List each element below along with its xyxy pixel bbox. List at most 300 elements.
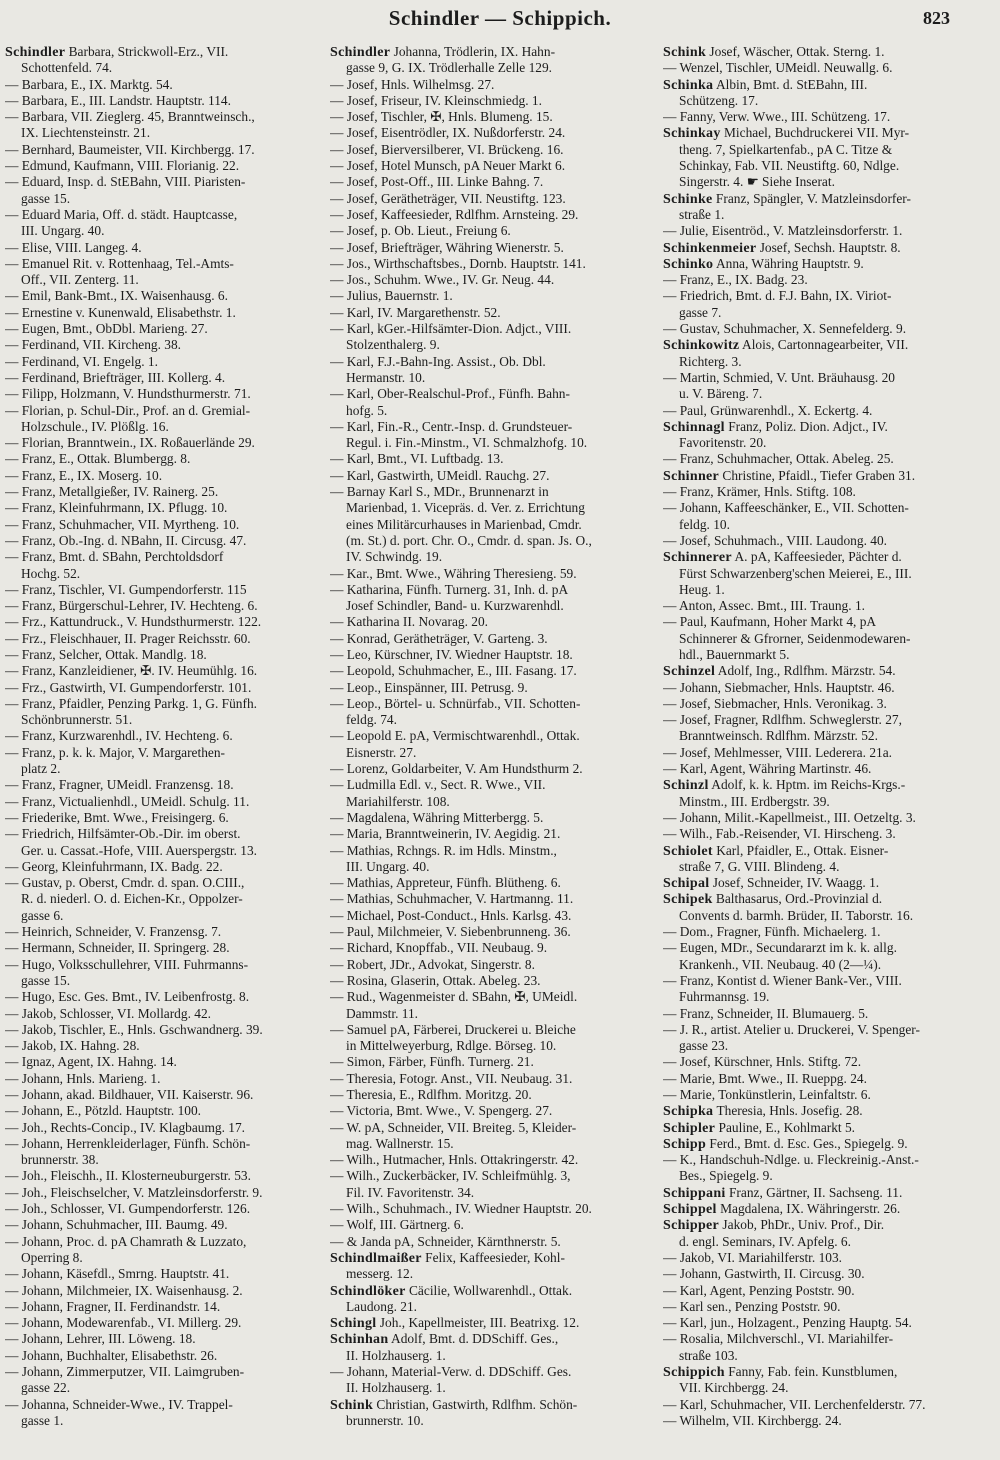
directory-entry-line: theng. 7, Spielkartenfab., pA C. Titze & (679, 141, 893, 157)
directory-entry-line: — Franz, Selcher, Ottak. Mandlg. 18. (5, 646, 207, 662)
directory-entry-line: Holzschule., IV. Plößlg. 16. (21, 418, 169, 434)
surname-headword: Schinka (663, 77, 714, 93)
directory-entry-line: — Ferdinand, VII. Kircheng. 38. (5, 337, 182, 353)
directory-entry-line: — Katharina, Fünfh. Turnerg. 31, Inh. d. pA (330, 581, 569, 597)
entry-text: Franz, Gärtner, II. Sachseng. 11. (725, 1184, 903, 1200)
directory-entry-line: Dammstr. 11. (346, 1005, 419, 1021)
directory-entry-line (663, 240, 993, 256)
entry-text: Fanny, Fab. fein. Kunstblumen, (724, 1364, 898, 1380)
directory-entry-line: — Johann, Kaffeeschänker, E., VII. Schotten- (663, 500, 909, 516)
directory-entry-line: u. V. Bäreng. 7. (679, 386, 763, 402)
directory-entry-line: — Hugo, Esc. Ges. Bmt., IV. Leibenfrostg. 8. (5, 989, 250, 1005)
directory-entry-line: — W. pA, Schneider, VII. Breiteg. 5, Kleider- (330, 1119, 577, 1135)
directory-entry-line: — Theresia, E., Rdlfhm. Moritzg. 20. (330, 1087, 532, 1102)
directory-entry-line: Convents d. barmh. Brüder, II. Taborstr. 16. (679, 907, 914, 923)
directory-entry-line: mag. Wallnerstr. 15. (346, 1135, 454, 1151)
directory-entry-line: — Karl, kGer.-Hilfsämter-Dion. Adjct., VIII. (330, 321, 572, 337)
directory-entry-line: — Ernestine v. Kunenwald, Elisabethstr. 1. (5, 304, 236, 320)
directory-entry-line: gasse 23. (679, 1038, 729, 1054)
directory-entry-line: — Jakob, VI. Mariahilferstr. 103. (663, 1249, 843, 1265)
directory-entry-line: — Jakob, Tischler, E., Hnls. Gschwandnerg. 39. (5, 1021, 263, 1037)
directory-entry-line: — Josef, Eisentrödler, IX. Nußdorferstr. 24. (330, 125, 566, 141)
directory-entry-line: — Johann, Milchmeier, IX. Waisenhausg. 2. (5, 1282, 243, 1298)
entry-text: Theresia, Hnls. Josefig. 28. (713, 1103, 863, 1119)
entry-text: Adolf, Ing., Rdlfhm. Märzstr. 54. (715, 663, 896, 679)
directory-entry-line: — Johann, Milit.-Kapellmeist., III. Oetzeltg. 3. (663, 809, 916, 825)
directory-entry-line: — Richard, Knopffab., VII. Neubaug. 9. (330, 940, 548, 956)
directory-entry-line: — Georg, Kleinfuhrmann, IX. Badg. 22. (5, 858, 223, 874)
directory-entry-line: — Josef, Briefträger, Währing Wienerstr. 5. (330, 239, 564, 255)
directory-entry-line: feldg. 10. (679, 516, 730, 532)
entry-text: Johanna, Trödlerin, IX. Hahn- (390, 44, 556, 59)
directory-entry-line: III. Ungarg. 40. (21, 223, 105, 239)
directory-entry-line (663, 663, 993, 679)
directory-entry-line (663, 1120, 993, 1136)
directory-entry-line: — Paul, Grünwarenhdl., X. Eckertg. 4. (663, 402, 873, 418)
surname-headword: Schipp (663, 1136, 707, 1152)
directory-entry-line: brunnerstr. 10. (346, 1412, 424, 1428)
surname-headword: Schink (330, 1397, 374, 1413)
directory-entry-line: Eisnerstr. 27. (346, 744, 417, 760)
directory-entry-line: — Konrad, Gerätheträger, V. Garteng. 3. (330, 630, 548, 646)
directory-entry-line: — Johann, Schuhmacher, III. Baumg. 49. (5, 1217, 228, 1233)
directory-entry-line: — Josef, Tischler, ✠, Hnls. Blumeng. 15. (330, 109, 553, 125)
directory-entry-line: — Josef, Schuhmach., VIII. Laudong. 40. (663, 532, 888, 548)
directory-entry-line: gasse 6. (21, 907, 64, 923)
directory-entry-line: — & Janda pA, Schneider, Kärnthnerstr. 5. (330, 1233, 561, 1249)
surname-headword: Schindler (5, 45, 66, 60)
directory-column-3 (663, 44, 993, 1444)
surname-headword: Schippich (663, 1365, 725, 1381)
surname-headword: Schink (663, 45, 707, 60)
directory-entry-line: — Johann, Modewarenfab., VI. Millerg. 29. (5, 1315, 242, 1331)
entry-text: A. pA, Kaffeesieder, Pächter d. (731, 549, 902, 565)
directory-entry-line: — Samuel pA, Färberei, Druckerei u. Bleiche (330, 1021, 576, 1037)
surname-headword: Schinzel (663, 664, 716, 680)
directory-entry-line: — Franz, Pfaidler, Penzing Parkg. 1, G. Fünfh. (5, 695, 257, 711)
entry-text: Alois, Cartonnagearbeiter, VII. (739, 337, 909, 353)
directory-entry-line (663, 77, 993, 93)
directory-entry-line: — Rud., Wagenmeister d. SBahn, ✠, UMeidl. (330, 989, 578, 1005)
directory-entry-line: — Karl sen., Penzing Poststr. 90. (663, 1298, 841, 1314)
directory-entry-line: — Ferdinand, Briefträger, III. Kollerg. 4. (5, 369, 226, 385)
directory-entry-line: — Franz, Bmt. d. SBahn, Perchtoldsdorf (5, 549, 224, 565)
directory-entry-line (663, 256, 993, 272)
directory-entry-line: Schinkay, Fab. VII. Neustiftg. 60, Ndlge. (679, 158, 900, 174)
directory-entry-line: — Paul, Milchmeier, V. Siebenbrunneng. 36. (330, 924, 571, 940)
directory-entry-line: — Josef, Kürschner, Hnls. Stiftg. 72. (663, 1054, 862, 1070)
directory-entry-line: — Franz, Schneider, II. Blumauerg. 5. (663, 1005, 869, 1021)
directory-entry-line: — Franz, E., Ottak. Blumbergg. 8. (5, 451, 191, 467)
directory-entry-line: — K., Handschuh-Ndlge. u. Fleckreinig.-Anst.- (663, 1152, 919, 1168)
directory-entry-line: Fuhrmannsg. 19. (679, 989, 770, 1005)
directory-entry-line (663, 777, 993, 793)
directory-entry-line: Off., VII. Zenterg. 11. (21, 272, 139, 288)
surname-headword: Schinke (663, 191, 713, 207)
directory-entry-line (330, 1331, 652, 1347)
directory-entry-line: — Franz, Victualienhdl., UMeidl. Schulg. 11. (5, 793, 250, 809)
directory-entry-line (663, 1185, 993, 1201)
directory-column-1 (5, 44, 327, 1444)
directory-entry-line: — Franz, Schuhmacher, VII. Myrtheng. 10. (5, 516, 240, 532)
surname-headword: Schippel (663, 1202, 717, 1218)
directory-entry-line: — Franz, E., IX. Moserg. 10. (5, 467, 163, 483)
directory-entry-line: Singerstr. 4. ☛ Siehe Inserat. (679, 174, 835, 190)
directory-entry-line: — Johann, Zimmerputzer, VII. Laimgruben- (5, 1364, 245, 1380)
directory-entry-line (663, 843, 993, 859)
directory-entry-line (663, 125, 993, 141)
directory-entry-line: d. engl. Seminars, IV. Apfelg. 6. (679, 1233, 851, 1249)
directory-entry-line: — Rosina, Glaserin, Ottak. Abeleg. 23. (330, 972, 541, 988)
directory-entry-line: Josef Schindler, Band- u. Kurzwarenhdl. (346, 598, 564, 614)
directory-entry-line: — Johann, Buchhalter, Elisabethstr. 26. (5, 1347, 218, 1363)
directory-entry-line (663, 891, 993, 907)
directory-entry-line: — Karl, Schuhmacher, VII. Lerchenfelderstr. 77. (663, 1396, 926, 1412)
directory-entry-line: — Wolf, III. Gärtnerg. 6. (330, 1217, 464, 1233)
directory-entry-line: — Eduard Maria, Off. d. städt. Hauptcasse, (5, 206, 238, 222)
surname-headword: Schinhan (330, 1332, 389, 1348)
surname-headword: Schinkay (663, 126, 721, 142)
directory-entry-line: — Theresia, Fotogr. Anst., VII. Neubaug. 31. (330, 1070, 573, 1086)
directory-entry-line: — Frz., Gastwirth, VI. Gumpendorferstr. 101. (5, 679, 252, 695)
directory-entry-line: — Victoria, Bmt. Wwe., V. Spengerg. 27. (330, 1103, 553, 1119)
directory-entry-line: IV. Schwindg. 19. (346, 549, 443, 565)
directory-entry-line: — Barbara, VII. Zieglerg. 45, Branntweinsch., (5, 109, 255, 125)
directory-entry-line: — Josef, Hotel Munsch, pA Neuer Markt 6. (330, 158, 566, 174)
directory-entry-line: — Friedrich, Bmt. d. F.J. Bahn, IX. Viriot- (663, 288, 892, 304)
surname-headword: Schinko (663, 256, 714, 272)
directory-entry-line: — Joh., Fleischh., II. Klosterneuburgerstr. 53. (5, 1168, 251, 1184)
directory-entry-line: IX. Liechtensteinstr. 21. (21, 125, 151, 141)
entry-text: Michael, Buchdruckerei VII. Myr- (720, 125, 910, 141)
entry-text: Adolf, k. k. Hptm. im Reichs-Krgs.- (708, 777, 906, 793)
directory-entry-line: Richterg. 3. (679, 353, 742, 369)
directory-entry-line: — Robert, JDr., Advokat, Singerstr. 8. (330, 956, 535, 972)
directory-entry-line: — Eduard, Insp. d. StEBahn, VIII. Piaristen- (5, 174, 246, 190)
directory-entry-line: — Franz, Fragner, UMeidl. Franzensg. 18. (5, 777, 234, 793)
entry-text: Magdalena, IX. Währingerstr. 26. (716, 1201, 901, 1217)
entry-text: Anna, Währing Hauptstr. 9. (713, 255, 864, 271)
directory-entry-line: — Filipp, Holzmann, V. Hundsthurmerstr. 71. (5, 386, 251, 402)
directory-entry-line: — Frz., Kattundruck., V. Hundsthurmerstr. 122. (5, 614, 262, 630)
directory-entry-line: Schützeng. 17. (679, 92, 759, 108)
directory-entry-line: Marienbad, 1. Vicepräs. d. Ver. z. Errichtung (346, 500, 585, 516)
directory-entry-line (663, 549, 993, 565)
directory-entry-line (663, 337, 993, 353)
directory-entry-line: — Florian, Branntwein., IX. Roßauerlände 29. (5, 435, 255, 451)
directory-entry-line: — Mathias, Schuhmacher, V. Hartmanng. 11. (330, 891, 574, 907)
directory-entry-line: messerg. 12. (346, 1266, 414, 1282)
entry-text: Joh., Kapellmeister, III. Beatrixg. 12. (376, 1315, 580, 1331)
surname-headword: Schipek (663, 892, 713, 908)
directory-entry-line: — Friederike, Bmt. Wwe., Freisingerg. 6. (5, 809, 229, 825)
directory-entry-line (330, 1397, 652, 1413)
directory-entry-line: brunnerstr. 38. (21, 1152, 99, 1168)
directory-entry-line: Favoritenstr. 20. (679, 435, 767, 451)
directory-entry-line: (m. St.) d. port. Chr. O., Cmdr. d. span. Js. O., (346, 532, 592, 548)
directory-entry-line (663, 1103, 993, 1119)
directory-entry-line: — Johann, Käsefdl., Smrng. Hauptstr. 41. (5, 1266, 230, 1282)
directory-entry-line: platz 2. (21, 761, 61, 777)
directory-entry-line: Heug. 1. (679, 581, 725, 597)
surname-headword: Schipal (663, 876, 710, 892)
entry-text: Josef, Sechsh. Hauptstr. 8. (756, 239, 901, 255)
directory-entry-line: — Julie, Eisentröd., V. Matzleinsdorferstr. 1. (663, 223, 903, 239)
directory-entry-line: gasse 9, G. IX. Trödlerhalle Zelle 129. (346, 60, 553, 76)
directory-entry-line: — Franz, Bürgerschul-Lehrer, IV. Hechteng. 6. (5, 598, 258, 614)
directory-entry-line: — Maria, Branntweinerin, IV. Aegidig. 21. (330, 826, 561, 842)
surname-headword: Schippani (663, 1185, 726, 1201)
directory-entry-line: eines Militärcurhauses in Marienbad, Cmdr. (346, 516, 582, 532)
directory-entry-line: Stolzenthalerg. 9. (346, 337, 440, 353)
directory-entry-line: — Florian, p. Schul-Dir., Prof. an d. Gremial- (5, 402, 251, 418)
directory-entry-line (663, 1201, 993, 1217)
directory-entry-line: — Jos., Wirthschaftsbes., Dornb. Hauptstr. 141. (330, 255, 586, 271)
entry-text: Jakob, PhDr., Univ. Prof., Dir. (719, 1217, 885, 1233)
directory-entry-line: — Wenzel, Tischler, UMeidl. Neuwallg. 6. (663, 60, 893, 76)
entry-text: Franz, Spängler, V. Matzleinsdorfer- (712, 190, 911, 206)
directory-entry-line: — Franz, E., IX. Badg. 23. (663, 272, 808, 288)
directory-entry-line (5, 44, 327, 60)
directory-entry-line: — Karl, Gastwirth, UMeidl. Rauchg. 27. (330, 467, 550, 483)
entry-text: Cäcilie, Wollwarenhdl., Ottak. (405, 1282, 573, 1298)
directory-entry-line: — Wilh., Fab.-Reisender, VI. Hirscheng. 3. (663, 826, 896, 842)
surname-headword: Schinkenmeier (663, 240, 757, 256)
directory-entry-line: — Leopold, Schuhmacher, E., III. Fasang. 17. (330, 663, 577, 679)
directory-entry-line: — Joh., Rechts-Concip., IV. Klagbaumg. 17. (5, 1119, 246, 1135)
directory-entry-line: feldg. 74. (346, 712, 397, 728)
directory-entry-line: hdl., Bauernmarkt 5. (679, 646, 790, 662)
directory-entry-line: — Johanna, Schneider-Wwe., IV. Trappel- (5, 1396, 233, 1412)
entry-text: Pauline, E., Kohlmarkt 5. (715, 1119, 856, 1135)
directory-entry-line: Hermanstr. 10. (346, 369, 426, 385)
directory-entry-line: II. Holzhauserg. 1. (346, 1347, 446, 1363)
surname-headword: Schinnerer (663, 550, 732, 566)
directory-entry-line: Bes., Spiegelg. 9. (679, 1168, 773, 1184)
directory-entry-line: — Johann, Fragner, II. Ferdinandstr. 14. (5, 1298, 221, 1314)
directory-entry-line: Laudong. 21. (346, 1298, 418, 1314)
entry-text: Felix, Kaffeesieder, Kohl- (421, 1249, 565, 1265)
directory-entry-line: — Johann, Herrenkleiderlager, Fünfh. Schön- (5, 1135, 251, 1151)
directory-entry-line (663, 875, 993, 891)
surname-headword: Schipka (663, 1104, 714, 1120)
directory-column-2 (330, 44, 652, 1444)
directory-entry-line: — Hermann, Schneider, II. Springerg. 28. (5, 940, 230, 956)
directory-entry-line: — Heinrich, Schneider, V. Franzensg. 7. (5, 924, 222, 940)
directory-entry-line: Ger. u. Cassat.-Hofe, VIII. Auerspergstr. 13. (21, 842, 258, 858)
directory-entry-line: — Karl, Agent, Währing Martinstr. 46. (663, 761, 872, 777)
directory-entry-line: — Johann, Gastwirth, II. Circusg. 30. (663, 1266, 865, 1282)
directory-entry-line: — Josef, Fragner, Rdlfhm. Schweglerstr. 27, (663, 712, 902, 728)
directory-entry-line: — Marie, Tonkünstlerin, Leinfaltstr. 6. (663, 1087, 871, 1102)
directory-entry-line: — Wilh., Zuckerbäcker, IV. Schleifmühlg. 3, (330, 1168, 571, 1184)
directory-entry-line: — Johann, Proc. d. pA Chamrath & Luzzato, (5, 1233, 247, 1249)
directory-entry-line: — Franz, Kontist d. Wiener Bank-Ver., VIII. (663, 972, 902, 988)
surname-headword: Schingl (330, 1316, 377, 1332)
directory-entry-line: — Kar., Bmt. Wwe., Währing Theresieng. 59. (330, 565, 577, 581)
directory-entry-line: VII. Kirchbergg. 24. (679, 1380, 789, 1396)
directory-entry-line: — Edmund, Kaufmann, VIII. Florianig. 22. (5, 158, 240, 174)
directory-entry-line: — Joh., Fleischselcher, V. Matzleinsdorferstr. 9. (5, 1184, 263, 1200)
directory-entry-line: — Frz., Fleischhauer, II. Prager Reichsstr. 60. (5, 630, 251, 646)
directory-entry-line: — Hugo, Volksschullehrer, VIII. Fuhrmanns- (5, 956, 249, 972)
surname-headword: Schinner (663, 468, 720, 484)
directory-entry-line: — Gustav, p. Oberst, Cmdr. d. span. O.CIII., (5, 875, 245, 891)
directory-entry-line: — Barnay Karl S., MDr., Brunnenarzt in (330, 484, 549, 500)
directory-entry-line: — Jakob, IX. Hahng. 28. (5, 1038, 140, 1054)
directory-entry-line: — Johann, Siebmacher, Hnls. Hauptstr. 46. (663, 679, 895, 695)
directory-entry-line (663, 1136, 993, 1152)
directory-entry-line: straße 7, G. VIII. Blindeng. 4. (679, 858, 840, 874)
entry-text: Christine, Pfaidl., Tiefer Graben 31. (719, 467, 916, 483)
directory-entry-line: — Barbara, E., IX. Marktg. 54. (5, 76, 173, 92)
entry-text: Barbara, Strickwoll-Erz., VII. (65, 44, 229, 59)
directory-entry-line: — Anton, Assec. Bmt., III. Traung. 1. (663, 598, 865, 614)
directory-entry-line: — Leo, Kürschner, IV. Wiedner Hauptstr. 18. (330, 646, 573, 662)
directory-entry-line: — Josef, Post-Off., III. Linke Bahng. 7. (330, 174, 544, 190)
entry-text: Ferd., Bmt. d. Esc. Ges., Spiegelg. 9. (706, 1135, 908, 1151)
directory-entry-line: — Ludmilla Edl. v., Sect. R. Wwe., VII. (330, 777, 546, 793)
directory-entry-line: Operring 8. (21, 1249, 83, 1265)
entry-text: Albin, Bmt. d. StEBahn, III. (713, 76, 868, 92)
directory-entry-line: gasse 15. (21, 190, 71, 206)
directory-entry-line: gasse 15. (21, 972, 71, 988)
directory-entry-line: Fil. IV. Favoritenstr. 34. (346, 1184, 475, 1200)
directory-entry-line: III. Ungarg. 40. (346, 858, 430, 874)
directory-entry-line: Schottenfeld. 74. (21, 60, 113, 76)
directory-entry-line: — Jos., Schuhm. Wwe., IV. Gr. Neug. 44. (330, 272, 555, 288)
directory-entry-line: — Marie, Bmt. Wwe., II. Rueppg. 24. (663, 1070, 867, 1086)
directory-entry-line: — Jakob, Schlosser, VI. Mollardg. 42. (5, 1005, 212, 1021)
directory-entry-line: — Joh., Schlosser, VI. Gumpendorferstr. 126. (5, 1201, 251, 1217)
directory-entry-line: gasse 22. (21, 1380, 71, 1396)
directory-entry-line: R. d. niederl. O. d. Eichen-Kr., Oppolzer- (21, 891, 243, 907)
entry-text: Karl, Pfaidler, E., Ottak. Eisner- (712, 842, 889, 858)
directory-entry-line: — Franz, Krämer, Hnls. Stiftg. 108. (663, 484, 856, 500)
entry-text: Josef, Schneider, IV. Waagg. 1. (709, 875, 880, 891)
directory-entry-line: — Elise, VIII. Langeg. 4. (5, 239, 142, 255)
surname-headword: Schinkowitz (663, 338, 740, 354)
surname-headword: Schinnagl (663, 419, 725, 435)
page-title: Schindler — Schippich. (388, 6, 612, 30)
directory-entry-line: — Katharina II. Novarag. 20. (330, 614, 489, 630)
directory-entry-line: Minstm., III. Erdbergstr. 39. (679, 793, 830, 809)
directory-entry-line: — Josef, Mehlmesser, VIII. Lederera. 21a. (663, 744, 893, 760)
directory-entry-line: — Leop., Einspänner, III. Petrusg. 9. (330, 679, 528, 695)
directory-entry-line: — Julius, Bauernstr. 1. (330, 288, 453, 304)
directory-entry-line: — Josef, Kaffeesieder, Rdlfhm. Arnsteing. 29. (330, 206, 579, 222)
surname-headword: Schipler (663, 1120, 716, 1136)
directory-entry-line (330, 44, 652, 60)
surname-headword: Schindler (330, 45, 391, 60)
directory-entry-line: — Magdalena, Währing Mitterbergg. 5. (330, 809, 544, 825)
directory-entry-line (663, 468, 993, 484)
directory-entry-line: — Josef, p. Ob. Lieut., Freiung 6. (330, 223, 511, 239)
directory-entry-line: Schinnerer & Gfrorner, Seidenmodewaren- (679, 630, 911, 646)
directory-entry-line: — Paul, Kaufmann, Hoher Markt 4, pA (663, 614, 877, 630)
directory-entry-line: Branntweinsch. Rdlfhm. Märzstr. 52. (679, 728, 878, 744)
directory-entry-line: — Franz, Kleinfuhrmann, IX. Pflugg. 10. (5, 500, 228, 516)
directory-entry-line: — Gustav, Schuhmacher, X. Sennefelderg. 9. (663, 321, 907, 337)
directory-entry-line: — Franz, Ob.-Ing. d. NBahn, II. Circusg. 47. (5, 532, 247, 548)
directory-entry-line: — Karl, F.J.-Bahn-Ing. Assist., Ob. Dbl. (330, 353, 546, 369)
surname-headword: Schiolet (663, 843, 713, 859)
directory-entry-line (663, 191, 993, 207)
directory-entry-line (330, 1315, 652, 1331)
directory-entry-line: — Wilh., Schuhmach., IV. Wiedner Hauptstr. 20. (330, 1201, 592, 1217)
directory-entry-line: — Karl, IV. Margarethenstr. 52. (330, 304, 501, 320)
directory-entry-line: — Johann, Material-Verw. d. DDSchiff. Ges. (330, 1364, 572, 1380)
directory-entry-line: — Leop., Börtel- u. Schnürfab., VII. Schotten- (330, 695, 581, 711)
directory-entry-line: — Fanny, Verw. Wwe., III. Schützeng. 17. (663, 109, 891, 125)
surname-headword: Schindlöker (330, 1283, 406, 1299)
directory-entry-line: — Karl, Ober-Realschul-Prof., Fünfh. Bahn- (330, 386, 570, 402)
directory-entry-line (330, 1283, 652, 1299)
entry-text: Josef, Wäscher, Ottak. Sterng. 1. (706, 44, 885, 59)
directory-entry-line: — Johann, Hnls. Marieng. 1. (5, 1070, 161, 1086)
directory-entry-line: — Lorenz, Goldarbeiter, V. Am Hundsthurm 2. (330, 761, 583, 777)
directory-entry-line: — Karl, Agent, Penzing Poststr. 90. (663, 1282, 855, 1298)
surname-headword: Schinzl (663, 778, 709, 794)
directory-entry-line (663, 1217, 993, 1233)
directory-entry-line: — Wilhelm, VII. Kirchbergg. 24. (663, 1412, 842, 1428)
directory-entry-line (330, 1250, 652, 1266)
directory-entry-line: — Josef, Siebmacher, Hnls. Veronikag. 3. (663, 695, 887, 711)
entry-text: Franz, Poliz. Dion. Adjct., IV. (724, 418, 888, 434)
directory-entry-line: straße 1. (679, 206, 725, 222)
directory-entry-line: — Josef, Friseur, IV. Kleinschmiedg. 1. (330, 92, 542, 108)
directory-entry-line: — Martin, Schmied, V. Unt. Bräuhausg. 20 (663, 369, 895, 385)
directory-entry-line: Mariahilferstr. 108. (346, 793, 450, 809)
directory-entry-line: — Josef, Bierversilberer, VI. Brückeng. 16. (330, 141, 564, 157)
directory-entry-line: — Karl, Fin.-R., Centr.-Insp. d. Grundsteuer- (330, 418, 573, 434)
surname-headword: Schindlmaißer (330, 1250, 422, 1266)
entry-text: Adolf, Bmt. d. DDSchiff. Ges., (388, 1331, 559, 1347)
directory-entry-line: II. Holzhauserg. 1. (346, 1380, 446, 1396)
directory-entry-line: Regul. i. Fin.-Minstm., VI. Schmalzhofg. 10. (346, 435, 588, 451)
directory-entry-line: — Karl, jun., Holzagent., Penzing Hauptg. 54. (663, 1315, 912, 1331)
directory-entry-line: — Simon, Färber, Fünfh. Turnerg. 21. (330, 1054, 534, 1070)
directory-entry-line: — Bernhard, Baumeister, VII. Kirchbergg. 17. (5, 141, 255, 157)
directory-entry-line: — Leopold E. pA, Vermischtwarenhdl., Ottak. (330, 728, 580, 744)
directory-entry-line: — Eugen, MDr., Secundararzt im k. k. allg. (663, 940, 897, 956)
directory-entry-line: — Dom., Fragner, Fünfh. Michaelerg. 1. (663, 924, 881, 940)
directory-entry-line: Fürst Schwarzenberg'schen Meierei, E., III. (679, 565, 912, 581)
directory-entry-line: in Mittelweyerburg, Rdlge. Börseg. 10. (346, 1038, 557, 1054)
directory-entry-line: — Franz, p. k. k. Major, V. Margarethen- (5, 744, 225, 760)
directory-entry-line: gasse 7. (679, 304, 722, 320)
directory-entry-line: — Mathias, Rchngs. R. im Hdls. Minstm., (330, 842, 557, 858)
directory-entry-line (663, 1364, 993, 1380)
directory-entry-line: gasse 1. (21, 1412, 64, 1428)
directory-entry-line: straße 103. (679, 1347, 738, 1363)
page-number: 823 (923, 8, 950, 28)
directory-entry-line: — Johann, E., Pötzld. Hauptstr. 100. (5, 1103, 202, 1119)
directory-entry-line: — Wilh., Hutmacher, Hnls. Ottakringerstr. 42. (330, 1152, 579, 1168)
directory-entry-line: Schönbrunnerstr. 51. (21, 712, 133, 728)
entry-text: Balthasarus, Ord.-Provinzial d. (712, 891, 883, 907)
directory-entry-line: — Friedrich, Hilfsämter-Ob.-Dir. im oberst. (5, 826, 241, 842)
directory-entry-line: — Ferdinand, VI. Engelg. 1. (5, 353, 158, 369)
directory-entry-line: — Franz, Kanzleidiener, ✠. IV. Heumühlg. 16. (5, 663, 258, 679)
directory-entry-line (663, 419, 993, 435)
directory-entry-line: — Barbara, E., III. Landstr. Hauptstr. 114. (5, 92, 231, 108)
directory-entry-line: hofg. 5. (346, 402, 388, 418)
directory-entry-line: — Franz, Kurzwarenhdl., IV. Hechteng. 6. (5, 728, 233, 744)
directory-entry-line: — Ignaz, Agent, IX. Hahng. 14. (5, 1054, 177, 1070)
entry-text: Christian, Gastwirth, Rdlfhm. Schön- (373, 1396, 578, 1412)
directory-entry-line: — Karl, Bmt., VI. Luftbadg. 13. (330, 451, 504, 467)
